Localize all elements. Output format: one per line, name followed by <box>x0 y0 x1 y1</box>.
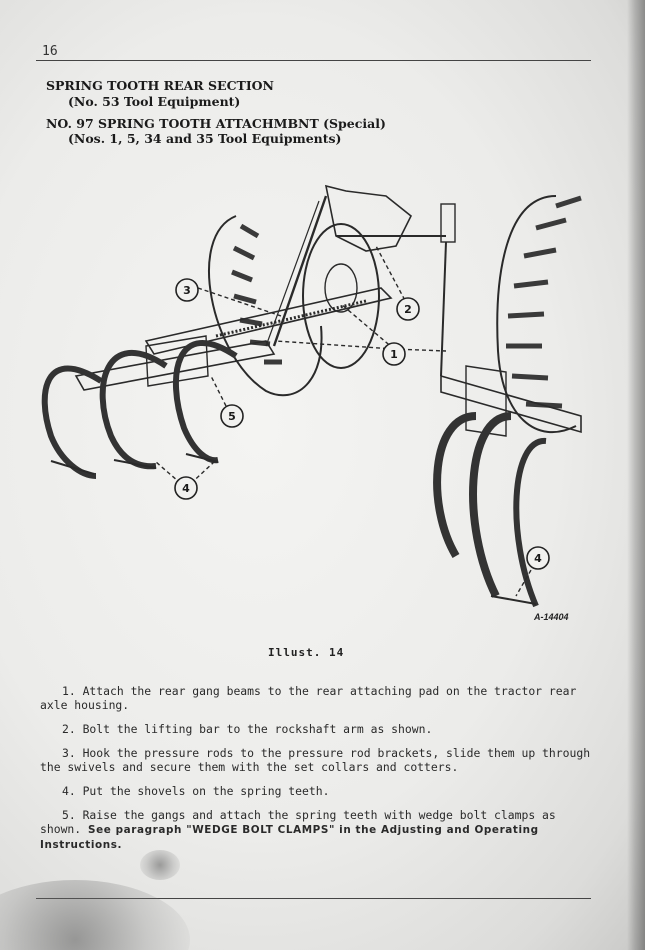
svg-text:1: 1 <box>390 348 398 361</box>
step-5 <box>40 808 600 852</box>
attachment-title: NO. 97 SPRING TOOTH ATTACHMBNT (Special) <box>46 116 386 131</box>
figure-caption: Illust. 14 <box>268 646 345 659</box>
svg-text:4: 4 <box>182 482 190 495</box>
instruction-steps <box>40 684 600 862</box>
page-binding-shadow <box>627 0 645 950</box>
header-rule <box>36 60 591 61</box>
callout-1 <box>383 343 405 365</box>
illustration-spring-tooth-attachment <box>36 176 596 636</box>
svg-text:4: 4 <box>534 552 542 565</box>
svg-text:2: 2 <box>404 303 412 316</box>
step-5-reference: See paragraph "WEDGE BOLT CLAMPS" in the Adjusting and Operating Instructions. <box>40 824 539 851</box>
callout-2 <box>397 298 419 320</box>
step-4: 4. Put the shovels on the spring teeth. <box>62 784 330 798</box>
svg-text:3: 3 <box>183 284 191 297</box>
callout-4-left <box>175 477 197 499</box>
paper-spot <box>140 850 180 880</box>
step-2: 2. Bolt the lifting bar to the rockshaft arm as shown. <box>62 722 433 736</box>
callout-3 <box>176 279 198 301</box>
figure-id: A-14404 <box>534 612 569 622</box>
page-number: 16 <box>42 44 58 59</box>
step-5-text: 5. Raise the gangs and attach the spring teeth with wedge bolt clamps as shown. <box>40 808 556 836</box>
section-title: SPRING TOOTH REAR SECTION <box>46 78 274 93</box>
callout-4-right <box>527 547 549 569</box>
paper-stain <box>0 880 190 950</box>
section-subtitle: (No. 53 Tool Equipment) <box>68 94 241 109</box>
step-3: 3. Hook the pressure rods to the pressure rod brackets, slide them up through the swivels and secure them with the set collars and cotters. <box>40 746 591 774</box>
attachment-subtitle: (Nos. 1, 5, 34 and 35 Tool Equipments) <box>68 131 342 146</box>
svg-text:5: 5 <box>228 410 236 423</box>
step-1: 1. Attach the rear gang beams to the rear attaching pad on the tractor rear axle housing. <box>40 684 577 712</box>
callout-5 <box>221 405 243 427</box>
